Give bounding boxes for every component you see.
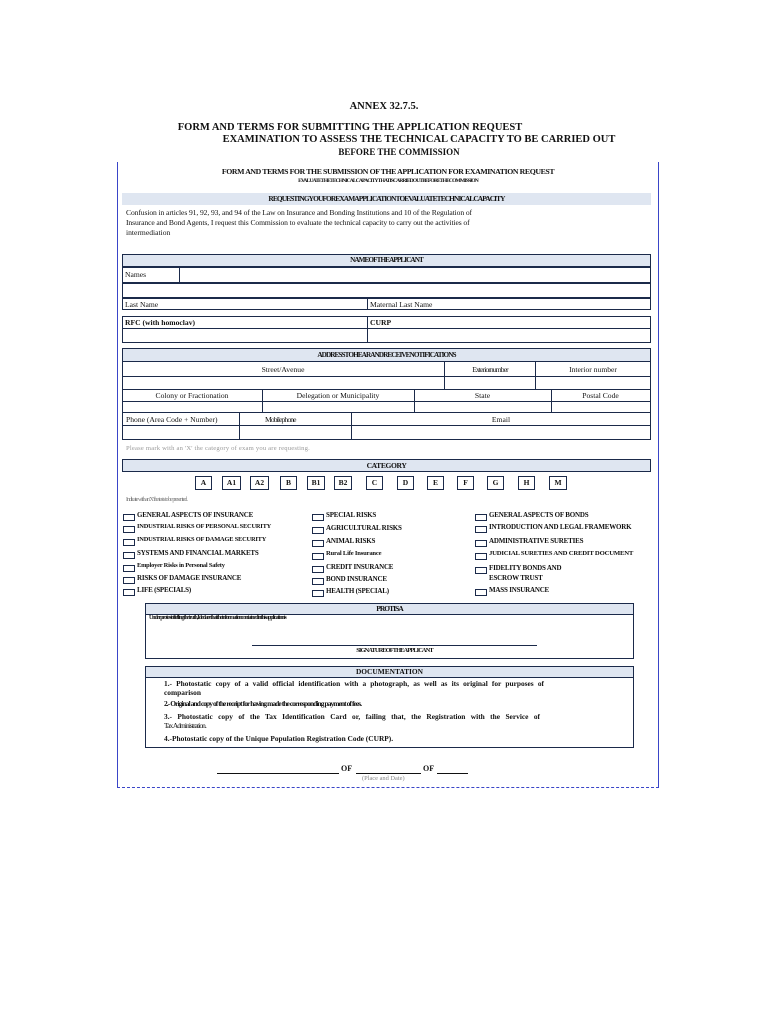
test-option-label: JUDICIAL SURETIES AND CREDIT DOCUMENT bbox=[489, 550, 634, 557]
doc-item-1: 1.- Photostatic copy of a valid official identification with a photograph, as well as its original for purposes of bbox=[164, 679, 544, 688]
test-checkbox[interactable] bbox=[123, 539, 135, 546]
state-field[interactable] bbox=[415, 402, 551, 412]
test-checkbox[interactable] bbox=[475, 589, 487, 596]
mobile-phone-field[interactable] bbox=[240, 426, 351, 438]
test-option-label: AGRICULTURAL RISKS bbox=[326, 524, 402, 532]
curp-field[interactable] bbox=[368, 329, 650, 342]
signature-line[interactable] bbox=[252, 645, 537, 646]
intro-line-1: Confusion in articles 91, 92, 93, and 94 of the Law on Insurance and Bonding Institutions and 10 of the Regulation of bbox=[126, 208, 472, 217]
doc-item-3: 3.- Photostatic copy of the Tax Identification Card or, failing that, the Registration with the Service of bbox=[164, 712, 540, 721]
postal-code-field[interactable] bbox=[552, 402, 650, 412]
test-checkbox[interactable] bbox=[475, 553, 487, 560]
email-field[interactable] bbox=[352, 426, 650, 438]
delegation-label: Delegation or Municipality bbox=[296, 391, 380, 400]
test-checkbox[interactable] bbox=[123, 526, 135, 533]
form-subheading: EVALUATETHETECHNICALCAPACITYTHATISCARRIEDOUTBEFORETHECOMMISSION bbox=[298, 178, 478, 184]
street-field[interactable] bbox=[123, 377, 444, 389]
test-option-label: BOND INSURANCE bbox=[326, 575, 387, 583]
protest-header bbox=[146, 604, 633, 615]
last-name-label: Last Name bbox=[125, 300, 159, 309]
test-checkbox[interactable] bbox=[123, 589, 135, 596]
names-label: Names bbox=[125, 270, 147, 279]
test-checkbox[interactable] bbox=[312, 578, 324, 585]
test-option-label: ANIMAL RISKS bbox=[326, 537, 376, 545]
doc-item-1-cont: comparison bbox=[164, 688, 201, 697]
exterior-number-field[interactable] bbox=[445, 377, 535, 389]
date-line[interactable] bbox=[356, 773, 421, 774]
test-option-label: SPECIAL RISKS bbox=[326, 511, 377, 519]
test-option-label: SYSTEMS AND FINANCIAL MARKETS bbox=[137, 549, 259, 557]
test-option-label: RISKS OF DAMAGE INSURANCE bbox=[137, 574, 242, 582]
maternal-last-name-label: Maternal Last Name bbox=[370, 300, 433, 309]
category-box-d[interactable]: D bbox=[397, 476, 414, 490]
test-option-label: INTRODUCTION AND LEGAL FRAMEWORK bbox=[489, 523, 632, 531]
test-option-label: GENERAL ASPECTS OF BONDS bbox=[489, 511, 589, 519]
intro-line-3: intermediation bbox=[126, 228, 171, 237]
test-checkbox[interactable] bbox=[312, 553, 324, 560]
category-box-e[interactable]: E bbox=[427, 476, 444, 490]
delegation-field[interactable] bbox=[263, 402, 414, 412]
test-option-label: Rural Life Insurance bbox=[326, 550, 382, 557]
applicant-header-text: NAMEOFTHEAPPLICANT bbox=[350, 256, 423, 264]
test-checkbox[interactable] bbox=[312, 566, 324, 573]
tests-note: Indicate with an 'X' the tests to be presented. bbox=[126, 497, 188, 503]
names-field[interactable] bbox=[179, 267, 651, 283]
signature-label: SIGNATUREOFTHEAPPLICANT bbox=[356, 647, 433, 654]
category-header-text: CATEGORY bbox=[366, 461, 407, 470]
postal-code-label: Postal Code bbox=[582, 391, 619, 400]
category-box-a1[interactable]: A1 bbox=[222, 476, 241, 490]
test-checkbox[interactable] bbox=[475, 526, 487, 533]
curp-label: CURP bbox=[370, 318, 392, 327]
documentation-header-text: DOCUMENTATION bbox=[355, 667, 424, 676]
doc-item-4: 4.-Photostatic copy of the Unique Population Registration Code (CURP). bbox=[164, 734, 394, 743]
test-option-label: Employer Risks in Personal Safety bbox=[137, 562, 225, 569]
applicant-header bbox=[123, 255, 650, 267]
interior-number-label: Interior number bbox=[569, 365, 617, 374]
phone-label: Phone (Area Code + Number) bbox=[126, 415, 218, 424]
last-names-field[interactable] bbox=[122, 283, 651, 298]
colony-field[interactable] bbox=[123, 402, 262, 412]
doc-item-2: 2.- Original and copy of the receipt for having made the corresponding payment of fees. bbox=[164, 699, 362, 708]
test-checkbox[interactable] bbox=[123, 577, 135, 584]
test-option-label: ESCROW TRUST bbox=[489, 574, 543, 582]
title-line-2: EXAMINATION TO ASSESS THE TECHNICAL CAPACITY TO BE CARRIED OUT bbox=[222, 134, 616, 145]
intro-line-2: Insurance and Bond Agents, I request this Commission to evaluate the technical capacity to carry out the activities of bbox=[126, 218, 470, 227]
form-frame-left bbox=[117, 162, 118, 788]
form-frame-right bbox=[658, 162, 659, 788]
exterior-number-label: Exteriornumber bbox=[472, 365, 508, 374]
request-banner-text: REQUESTINGYOUFOREXAMAPPLICATIONTOEVALUATETECHNICALCAPACITY bbox=[268, 194, 505, 203]
address-header-text: ADDRESSTOHEARANDRECEIVENOTIFICATIONS bbox=[317, 351, 456, 359]
category-box-a[interactable]: A bbox=[195, 476, 212, 490]
category-box-f[interactable]: F bbox=[457, 476, 474, 490]
category-box-m[interactable]: M bbox=[549, 476, 567, 490]
test-checkbox[interactable] bbox=[312, 514, 324, 521]
street-label: Street/Avenue bbox=[261, 365, 305, 374]
test-option-label: ADMINISTRATIVE SURETIES bbox=[489, 537, 584, 545]
doc-item-3-cont: Tax Administration. bbox=[164, 721, 206, 730]
title-line-3: BEFORE THE COMMISSION bbox=[338, 147, 460, 157]
test-checkbox[interactable] bbox=[475, 567, 487, 574]
test-option-label: HEALTH (SPECIAL) bbox=[326, 587, 389, 595]
footer-of-2: OF bbox=[423, 764, 435, 773]
test-option-label: GENERAL ASPECTS OF INSURANCE bbox=[137, 511, 254, 519]
annex-number: ANNEX 32.7.5. bbox=[349, 101, 419, 112]
test-checkbox[interactable] bbox=[475, 540, 487, 547]
test-checkbox[interactable] bbox=[312, 540, 324, 547]
place-line[interactable] bbox=[217, 773, 339, 774]
category-box-h[interactable]: H bbox=[518, 476, 535, 490]
divider bbox=[122, 412, 651, 413]
test-option-label: LIFE (SPECIALS) bbox=[137, 586, 191, 594]
mobile-phone-label: Mobilephone bbox=[265, 415, 296, 424]
test-checkbox[interactable] bbox=[312, 590, 324, 597]
address-header bbox=[123, 349, 650, 362]
test-checkbox[interactable] bbox=[475, 514, 487, 521]
interior-number-field[interactable] bbox=[536, 377, 650, 389]
test-checkbox[interactable] bbox=[123, 552, 135, 559]
form-frame-bottom bbox=[117, 787, 659, 788]
phone-field[interactable] bbox=[123, 426, 239, 438]
test-checkbox[interactable] bbox=[312, 527, 324, 534]
category-box-b1[interactable]: B1 bbox=[307, 476, 325, 490]
divider bbox=[122, 389, 651, 390]
rfc-field[interactable] bbox=[123, 329, 367, 342]
category-box-a2[interactable]: A2 bbox=[250, 476, 269, 490]
title-line-1: FORM AND TERMS FOR SUBMITTING THE APPLICATION REQUEST bbox=[177, 122, 523, 133]
category-box-b2[interactable]: B2 bbox=[334, 476, 352, 490]
test-option-label: CREDIT INSURANCE bbox=[326, 563, 394, 571]
test-option-label: INDUSTRIAL RISKS OF DAMAGE SECURITY bbox=[137, 536, 267, 543]
test-option-label: MASS INSURANCE bbox=[489, 586, 550, 594]
protest-header-text: PROTISA bbox=[376, 604, 403, 613]
category-header bbox=[122, 459, 651, 472]
footer-of-1: OF bbox=[341, 764, 353, 773]
colony-label: Colony or Fractionation bbox=[155, 391, 229, 400]
category-box-b[interactable]: B bbox=[280, 476, 297, 490]
test-option-label: INDUSTRIAL RISKS OF PERSONAL SECURITY bbox=[137, 523, 272, 530]
form-heading: FORM AND TERMS FOR THE SUBMISSION OF THE APPLICATION FOR EXAMINATION REQUEST bbox=[221, 167, 555, 176]
test-option-label: FIDELITY BONDS AND bbox=[489, 564, 562, 572]
year-line[interactable] bbox=[437, 773, 468, 774]
protest-text: Underprotestoftellingthetruth,Ideclarethattheinformationcontainedinthisapplicationis bbox=[149, 615, 286, 621]
state-label: State bbox=[474, 391, 491, 400]
rfc-label: RFC (with homoclav) bbox=[125, 318, 196, 327]
category-box-c[interactable]: C bbox=[366, 476, 383, 490]
test-checkbox[interactable] bbox=[123, 514, 135, 521]
divider bbox=[367, 298, 368, 310]
place-date-caption: (Place and Date) bbox=[362, 775, 405, 782]
email-label: Email bbox=[491, 415, 511, 424]
test-checkbox[interactable] bbox=[123, 565, 135, 572]
request-banner bbox=[122, 193, 651, 205]
divider bbox=[122, 298, 651, 299]
category-note: Please mark with an 'X' the category of exam you are requesting. bbox=[126, 445, 310, 452]
category-box-g[interactable]: G bbox=[487, 476, 504, 490]
documentation-header bbox=[146, 667, 633, 678]
